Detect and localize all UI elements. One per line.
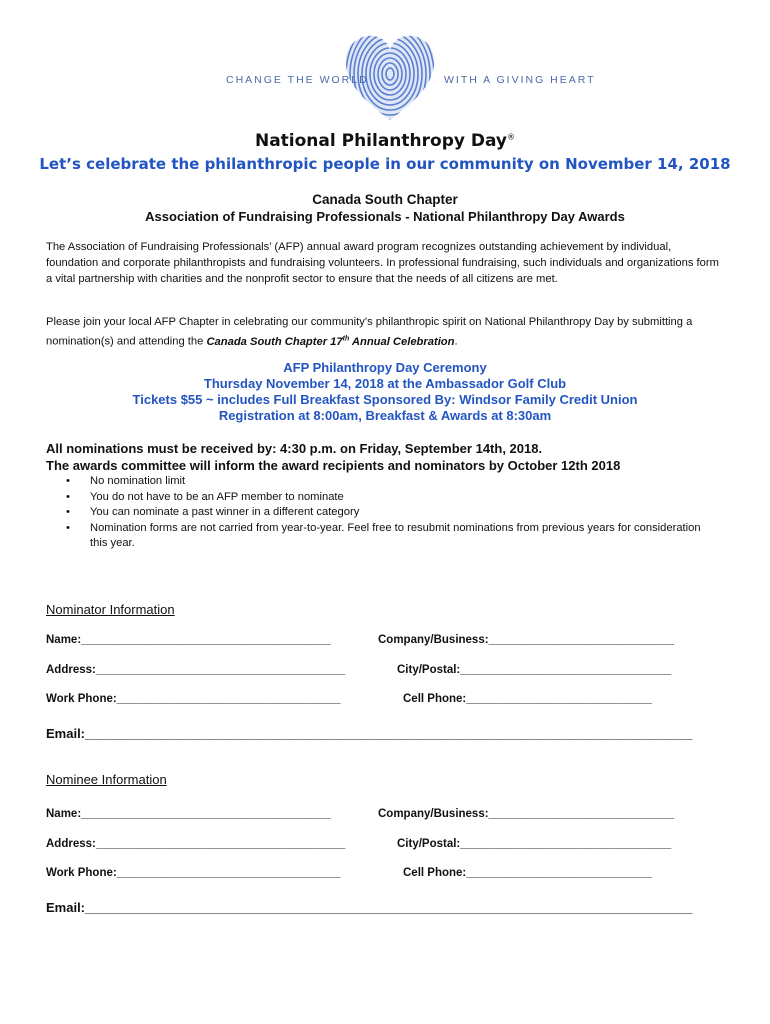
nominee-heading: Nominee Information xyxy=(46,772,167,787)
event-schedule: Registration at 8:00am, Breakfast & Awards at 8:30am xyxy=(218,408,552,423)
nominator-city-field[interactable]: City/Postal:_________________________________ xyxy=(397,664,672,676)
association-heading: Association of Fundraising Professionals - National Philanthropy Day Awards xyxy=(145,209,625,224)
nominee-work-phone-field[interactable]: Work Phone:___________________________________ xyxy=(46,867,341,879)
nominator-company-field[interactable]: Company/Business:_____________________________ xyxy=(378,634,675,646)
tagline-right: WITH A GIVING HEART xyxy=(444,74,596,86)
list-item: • Nomination forms are not carried from year-to-year. Feel free to resubmit nominations from previous years for consideration this year. xyxy=(66,521,701,549)
nominee-email-field[interactable]: Email:____________________________________________________________________________________ xyxy=(46,900,693,915)
nominator-cell-phone-field[interactable]: Cell Phone:_____________________________ xyxy=(403,693,652,705)
nominee-name-field[interactable]: Name:_______________________________________ xyxy=(46,808,331,820)
bullet-icon: • xyxy=(66,490,70,503)
event-title: AFP Philanthropy Day Ceremony xyxy=(283,360,487,375)
nominee-city-field[interactable]: City/Postal:_________________________________ xyxy=(397,838,672,850)
nominator-heading: Nominator Information xyxy=(46,602,175,617)
notification-line: The awards committee will inform the award recipients and nominators by October 12th 2018 xyxy=(46,458,621,473)
nominee-cell-phone-field[interactable]: Cell Phone:_____________________________ xyxy=(403,867,652,879)
tagline-left: CHANGE THE WORLD xyxy=(226,74,369,86)
intro-paragraph: The Association of Fundraising Professionals’ (AFP) annual award program recognizes outstanding achievement by individual, foundation and corporate philanthropists and fundraising volunteers. In professional fundraising, such individuals and organizations form a vital partnership with charities and the nonprofit sector to ensure that the needs of all citizens are met. xyxy=(46,241,719,285)
nominator-email-field[interactable]: Email:____________________________________________________________________________________ xyxy=(46,726,693,741)
invite-paragraph: Please join your local AFP Chapter in celebrating our community’s philanthropic spirit on National Philanthropy Day by submitting a nomination(s) and attending the Canada South Chapter 17th Annual Celebration. xyxy=(46,316,693,348)
bullet-icon: • xyxy=(66,521,70,534)
nominee-company-field[interactable]: Company/Business:_____________________________ xyxy=(378,808,675,820)
registered-mark: ® xyxy=(507,132,516,142)
page-subtitle: Let’s celebrate the philanthropic people in our community on November 14, 2018 xyxy=(39,155,731,173)
nominator-name-field[interactable]: Name:_______________________________________ xyxy=(46,634,331,646)
nominator-work-phone-field[interactable]: Work Phone:___________________________________ xyxy=(46,693,341,705)
page-title: National Philanthropy Day® xyxy=(254,131,516,151)
nominator-address-field[interactable]: Address:_______________________________________ xyxy=(46,664,346,676)
list-item: • No nomination limit xyxy=(66,474,716,490)
list-item: • You can nominate a past winner in a different category xyxy=(66,505,716,521)
deadline-line: All nominations must be received by: 4:30 p.m. on Friday, September 14th, 2018. xyxy=(46,441,543,456)
rules-list xyxy=(66,474,716,552)
list-item: • You do not have to be an AFP member to nominate xyxy=(66,490,716,506)
chapter-heading: Canada South Chapter xyxy=(312,192,458,207)
event-date-venue: Thursday November 14, 2018 at the Ambassador Golf Club xyxy=(203,376,567,391)
event-tickets: Tickets $55 ~ includes Full Breakfast Sponsored By: Windsor Family Credit Union xyxy=(132,392,638,407)
bullet-icon: • xyxy=(66,475,70,487)
nominee-address-field[interactable]: Address:_______________________________________ xyxy=(46,838,346,850)
bullet-icon: • xyxy=(66,506,70,518)
